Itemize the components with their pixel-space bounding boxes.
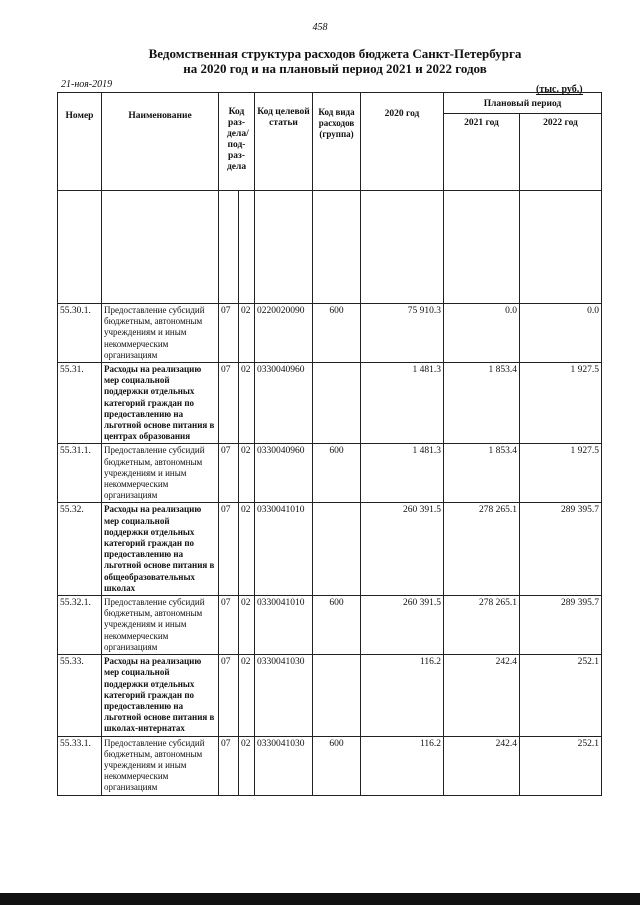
row-amount-2020: 116.2 bbox=[361, 736, 444, 795]
row-expense-code bbox=[313, 655, 361, 736]
header-2021: 2021 год bbox=[444, 114, 520, 191]
header-gap-row bbox=[58, 191, 602, 304]
row-name: Предоставление субсидий бюджетным, автономным учреждениям и иным некоммерческим организациям bbox=[102, 444, 219, 503]
title-line-2: на 2020 год и на плановый период 2021 и 2022 годов bbox=[183, 61, 487, 76]
row-target-code: 0330041030 bbox=[255, 655, 313, 736]
row-amount-2020: 116.2 bbox=[361, 655, 444, 736]
page-title bbox=[100, 46, 570, 76]
table-row bbox=[58, 596, 602, 655]
row-subsection-code: 02 bbox=[239, 304, 255, 363]
row-number: 55.30.1. bbox=[58, 304, 102, 363]
row-section-code: 07 bbox=[219, 304, 239, 363]
table-row bbox=[58, 503, 602, 596]
row-name: Расходы на реализацию мер социальной поддержки отдельных категорий граждан по предоставлению на льготной основе питания в общеобразовательных школах bbox=[102, 503, 219, 596]
row-number: 55.32.1. bbox=[58, 596, 102, 655]
header-planned-period: Плановый период bbox=[444, 93, 602, 114]
row-section-code: 07 bbox=[219, 444, 239, 503]
title-line-1: Ведомственная структура расходов бюджета Санкт-Петербурга bbox=[148, 46, 522, 61]
row-number: 55.31.1. bbox=[58, 444, 102, 503]
row-amount-2021: 0.0 bbox=[444, 304, 520, 363]
header-expense-code: Код вида расходов (группа) bbox=[313, 93, 361, 191]
row-name: Предоставление субсидий бюджетным, автономным учреждениям и иным некоммерческим организациям bbox=[102, 736, 219, 795]
document-date: 21-ноя-2019 bbox=[61, 79, 113, 90]
row-amount-2020: 1 481.3 bbox=[361, 444, 444, 503]
row-number: 55.33. bbox=[58, 655, 102, 736]
row-amount-2022: 289 395.7 bbox=[520, 596, 602, 655]
row-section-code: 07 bbox=[219, 363, 239, 444]
row-name: Предоставление субсидий бюджетным, автономным учреждениям и иным некоммерческим организациям bbox=[102, 304, 219, 363]
row-amount-2022: 1 927.5 bbox=[520, 363, 602, 444]
row-subsection-code: 02 bbox=[239, 503, 255, 596]
row-subsection-code: 02 bbox=[239, 655, 255, 736]
row-amount-2021: 278 265.1 bbox=[444, 596, 520, 655]
row-amount-2020: 260 391.5 bbox=[361, 596, 444, 655]
row-target-code: 0330040960 bbox=[255, 444, 313, 503]
row-subsection-code: 02 bbox=[239, 444, 255, 503]
row-amount-2022: 289 395.7 bbox=[520, 503, 602, 596]
row-section-code: 07 bbox=[219, 596, 239, 655]
table-row bbox=[58, 444, 602, 503]
budget-table bbox=[57, 92, 602, 796]
row-number: 55.32. bbox=[58, 503, 102, 596]
header-name: Наименование bbox=[102, 93, 219, 191]
row-target-code: 0330040960 bbox=[255, 363, 313, 444]
row-expense-code bbox=[313, 503, 361, 596]
row-target-code: 0330041030 bbox=[255, 736, 313, 795]
row-target-code: 0330041010 bbox=[255, 503, 313, 596]
row-expense-code bbox=[313, 363, 361, 444]
row-amount-2021: 1 853.4 bbox=[444, 444, 520, 503]
row-number: 55.31. bbox=[58, 363, 102, 444]
table-row bbox=[58, 304, 602, 363]
header-2022: 2022 год bbox=[520, 114, 602, 191]
table-row bbox=[58, 363, 602, 444]
table-row bbox=[58, 655, 602, 736]
row-section-code: 07 bbox=[219, 503, 239, 596]
row-amount-2020: 1 481.3 bbox=[361, 363, 444, 444]
row-subsection-code: 02 bbox=[239, 736, 255, 795]
row-amount-2021: 242.4 bbox=[444, 736, 520, 795]
row-number: 55.33.1. bbox=[58, 736, 102, 795]
row-amount-2020: 260 391.5 bbox=[361, 503, 444, 596]
header-row bbox=[58, 93, 602, 114]
row-subsection-code: 02 bbox=[239, 596, 255, 655]
row-amount-2021: 1 853.4 bbox=[444, 363, 520, 444]
row-amount-2022: 252.1 bbox=[520, 736, 602, 795]
row-name: Расходы на реализацию мер социальной поддержки отдельных категорий граждан по предоставлению на льготной основе питания в школах-интернатах bbox=[102, 655, 219, 736]
row-amount-2022: 1 927.5 bbox=[520, 444, 602, 503]
row-expense-code: 600 bbox=[313, 736, 361, 795]
page-number: 458 bbox=[312, 22, 328, 33]
table-row bbox=[58, 736, 602, 795]
row-name: Предоставление субсидий бюджетным, автономным учреждениям и иным некоммерческим организациям bbox=[102, 596, 219, 655]
row-amount-2020: 75 910.3 bbox=[361, 304, 444, 363]
row-section-code: 07 bbox=[219, 736, 239, 795]
row-section-code: 07 bbox=[219, 655, 239, 736]
units-label: (тыс. руб.) bbox=[536, 84, 583, 95]
row-name: Расходы на реализацию мер социальной поддержки отдельных категорий граждан по предоставлению на льготной основе питания в центрах образования bbox=[102, 363, 219, 444]
header-target-code: Код целевой статьи bbox=[255, 93, 313, 191]
row-target-code: 0330041010 bbox=[255, 596, 313, 655]
row-expense-code: 600 bbox=[313, 596, 361, 655]
row-amount-2021: 278 265.1 bbox=[444, 503, 520, 596]
scan-bottom-edge bbox=[0, 893, 640, 905]
row-subsection-code: 02 bbox=[239, 363, 255, 444]
row-amount-2022: 0.0 bbox=[520, 304, 602, 363]
row-expense-code: 600 bbox=[313, 444, 361, 503]
row-expense-code: 600 bbox=[313, 304, 361, 363]
header-number: Номер bbox=[58, 93, 102, 191]
header-2020: 2020 год bbox=[361, 93, 444, 191]
row-amount-2021: 242.4 bbox=[444, 655, 520, 736]
row-amount-2022: 252.1 bbox=[520, 655, 602, 736]
header-section-code: Код раз-дела/ под-раз-дела bbox=[219, 93, 255, 191]
row-target-code: 0220020090 bbox=[255, 304, 313, 363]
